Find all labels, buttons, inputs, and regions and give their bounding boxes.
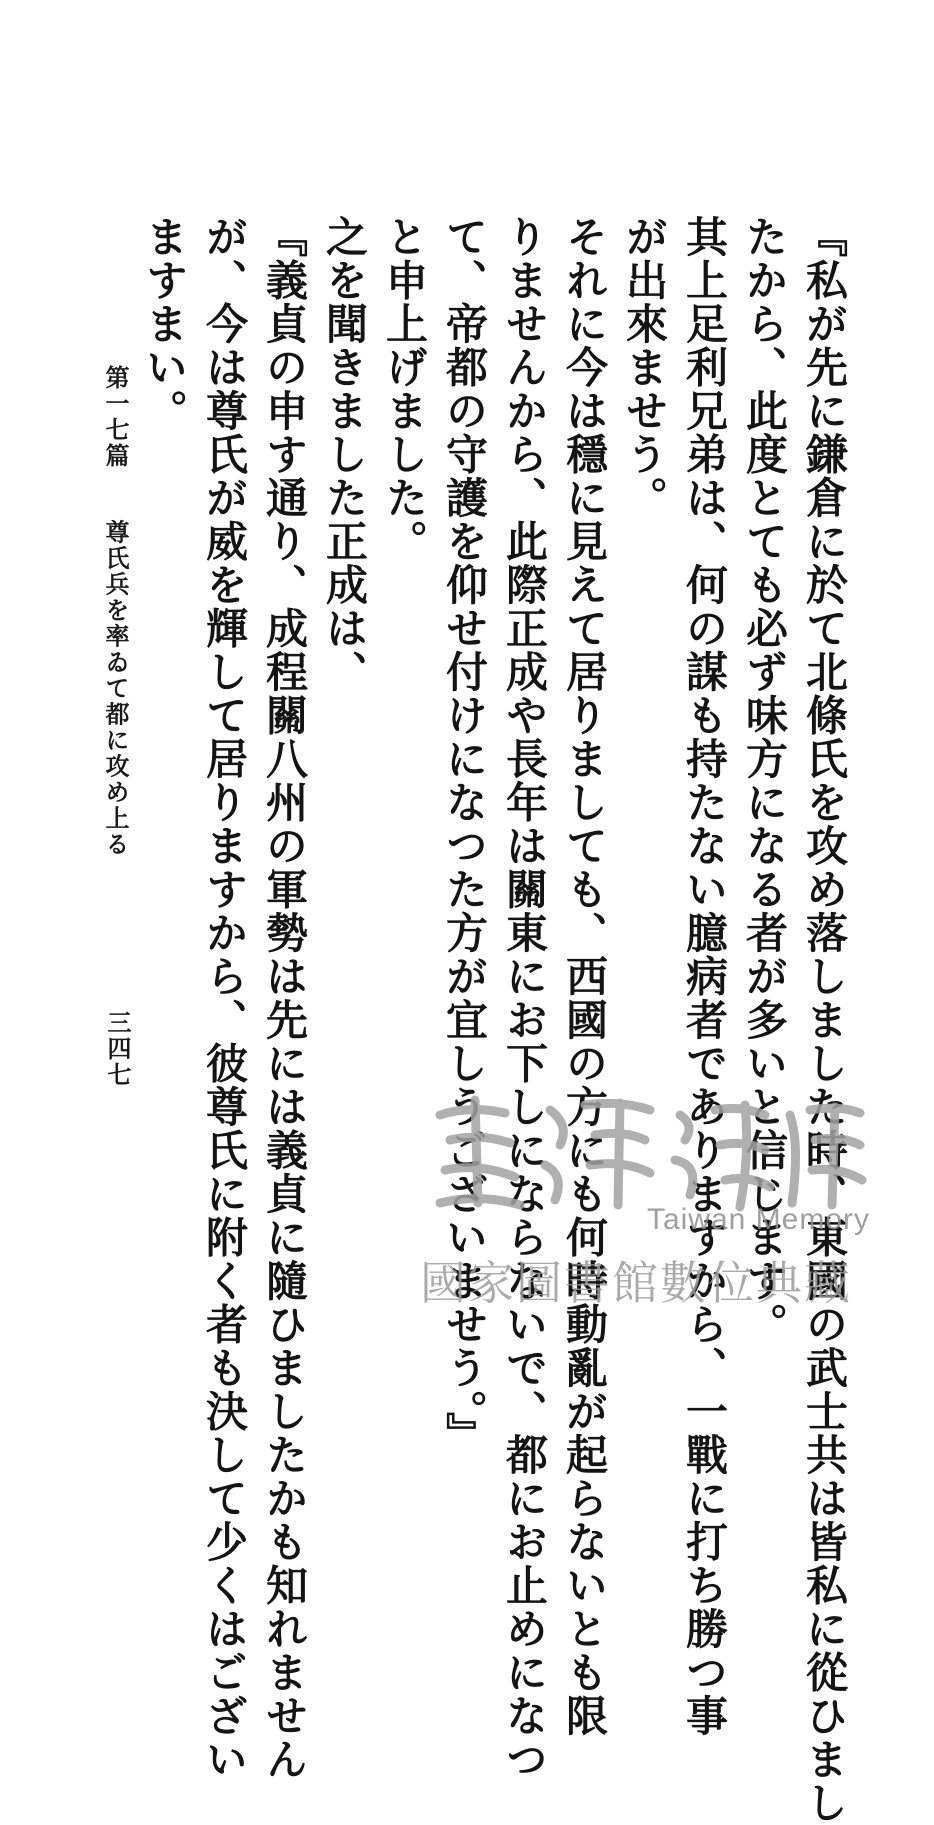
- text-line: りませんから、此際正成や長年は關東にお下しにならないで、都にお止めになつ: [500, 215, 549, 1781]
- text-line: が、今は尊氏が威を輝して居りますから、彼尊氏に附く者も決して少くはござい: [200, 215, 249, 1781]
- text-line: たから、此度とても必ず味方になる者が多いと信じます。: [740, 215, 789, 1346]
- chapter-title: 尊氏兵を率ゐて都に攻め上る: [101, 519, 130, 858]
- text-line: て、帝都の守護を仰せ付けになつた方が宜しうございませう。』: [440, 215, 489, 1456]
- text-line: 『義貞の申す通り、成程關八州の軍勢は先には義貞に隨ひましたかも知れません: [260, 215, 309, 1781]
- chapter-number: 第一七篇: [101, 365, 130, 469]
- text-line: が出來ませう。: [620, 215, 669, 520]
- text-line: ますまい。: [140, 215, 189, 433]
- text-line: と申上げました。: [380, 215, 429, 563]
- watermark-subtitle: Taiwan Memory: [646, 1203, 870, 1236]
- text-line: それに今は穩に見えて居りましても、西國の方にも何時動亂が起らないとも限: [560, 215, 609, 1738]
- text-line: 『私が先に鎌倉に於て北條氏を攻め落しました時、東國の武士共は皆私に從ひまし: [800, 215, 849, 1825]
- running-head: [98, 365, 133, 857]
- body-text: [134, 215, 854, 1825]
- watermark-institution: 國家圖書館數位典藏: [420, 1257, 852, 1309]
- text-line: 之を聞きました正成は、: [320, 215, 369, 694]
- page-number: 三四七: [103, 1010, 132, 1088]
- text-line: 其上足利兄弟は、何の謀も持たない臆病者でありますから、一戰に打ち勝つ事: [680, 215, 729, 1738]
